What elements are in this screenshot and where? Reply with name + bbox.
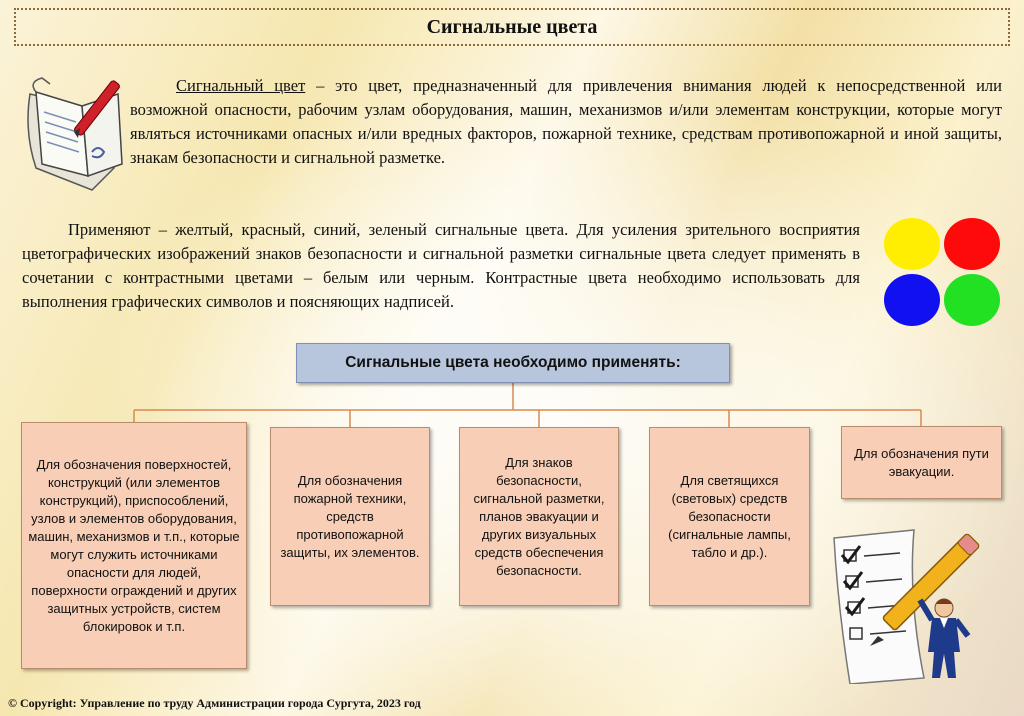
card-evacuation-text: Для обозначения пути эвакуации. [854, 445, 989, 479]
card-light-means [649, 427, 810, 606]
diagram-header [296, 343, 730, 383]
page-title-text: Сигнальные цвета [426, 15, 598, 38]
definition-text: – это цвет, предназначенный для привлечения внимания людей к непосредственной или возможной опасности, рабочим узлам оборудования, машин, механизмов и/или элементам конструкции, которые могут являться источниками опасных и/или вредных факторов, пожарной технике, средствам противопожарной и иной защиты, знакам безопасности и сигнальной разметке. [130, 76, 1002, 167]
card-safety-signs-text: Для знаков безопасности, сигнальной разметки, планов эвакуации и других визуальных средств обеспечения безопасности. [473, 454, 605, 578]
card-evacuation [841, 426, 1002, 499]
card-surfaces-text: Для обозначения поверхностей, конструкций (или элементов конструкций), приспособлений, узлов и элементов оборудования, машин, механизмов и т.п., которые могут служить источниками опасности для людей, поверхности ограждений и других защитных устройств, систем блокировок и т.п. [28, 456, 240, 634]
definition-term: Сигнальный цвет [176, 76, 306, 95]
card-fire-equipment [270, 427, 430, 606]
diagram-header-text: Сигнальные цвета необходимо применять: [345, 354, 681, 371]
copyright-footer: © Copyright: Управление по труду Администрации города Сургута, 2023 год [8, 696, 421, 710]
checklist-pencil-man-icon [828, 528, 1008, 684]
card-surfaces [21, 422, 247, 669]
card-safety-signs [459, 427, 619, 606]
card-light-means-text: Для светящихся (световых) средств безопасности (сигнальные лампы, табло и др.). [668, 472, 791, 560]
card-fire-equipment-text: Для обозначения пожарной техники, средств противопожарной защиты, их элементов. [280, 472, 420, 560]
usage-paragraph: Применяют – желтый, красный, синий, зеленый сигнальные цвета. Для усиления зрительного восприятия цветографических изображений знаков безопасности и сигнальной разметки сигнальные цвета следует применять в сочетании с контрастными цветами – белым или черным. Контрастные цвета необходимо использовать для выполнения графических символов и поясняющих надписей. [22, 220, 860, 311]
